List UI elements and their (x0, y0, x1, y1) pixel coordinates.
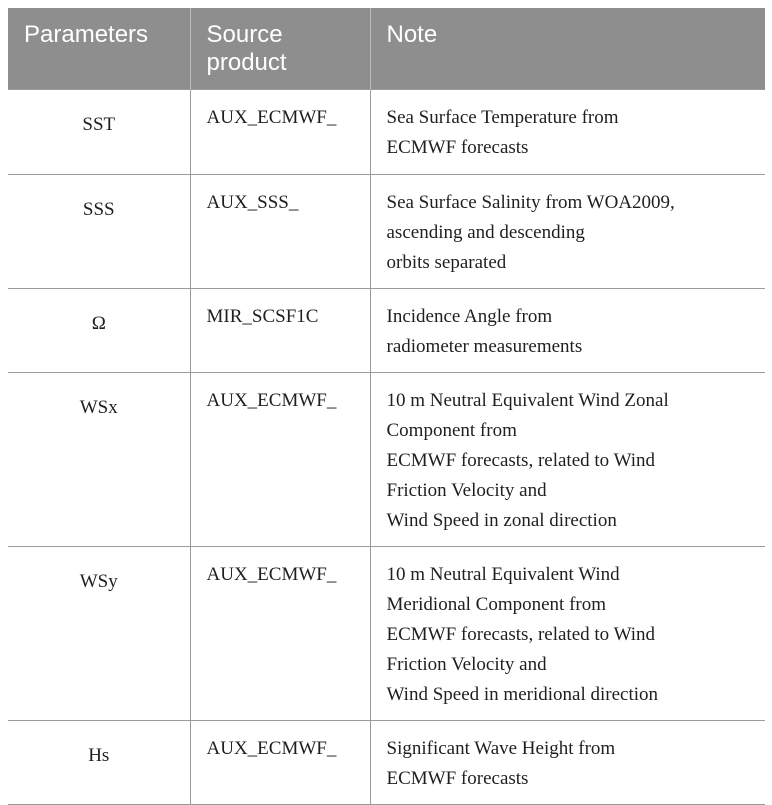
table-header-row (8, 8, 765, 90)
header-source-product (190, 8, 370, 90)
source-cell: MIR_SCSF1C (190, 289, 370, 373)
note-line: 10 m Neutral Equivalent Wind (386, 564, 620, 585)
table-row (8, 373, 765, 547)
note-cell (370, 289, 765, 373)
parameter-cell: WSx (8, 373, 190, 547)
parameter-cell: SSS (8, 175, 190, 289)
note-line: Significant Wave Height from (386, 738, 616, 759)
note-cell (370, 373, 765, 547)
note-line: Sea Surface Salinity from WOA2009, (386, 192, 675, 213)
note-line: Wind Speed in zonal direction (386, 510, 617, 531)
note-line: radiometer measurements (386, 336, 583, 357)
table-row (8, 547, 765, 721)
note-line: Sea Surface Temperature from (386, 107, 619, 128)
note-line: Component from (386, 420, 517, 441)
source-cell: AUX_ECMWF_ (190, 547, 370, 721)
note-line: Friction Velocity and (386, 480, 547, 501)
note-line: orbits separated (386, 252, 507, 273)
header-parameters (8, 8, 190, 90)
note-line: ECMWF forecasts, related to Wind (386, 450, 656, 471)
header-parameters-label: Parameters (24, 21, 149, 48)
source-cell: AUX_ECMWF_ (190, 721, 370, 805)
note-cell (370, 90, 765, 175)
parameter-cell: SST (8, 90, 190, 175)
parameter-cell: WSy (8, 547, 190, 721)
table-row (8, 289, 765, 373)
source-cell: AUX_SSS_ (190, 175, 370, 289)
table-row (8, 90, 765, 175)
note-line: ECMWF forecasts (386, 137, 529, 158)
note-cell (370, 547, 765, 721)
note-line: Wind Speed in meridional direction (386, 684, 659, 705)
note-cell (370, 175, 765, 289)
header-note-label: Note (386, 21, 438, 48)
note-line: Meridional Component from (386, 594, 607, 615)
note-line: Incidence Angle from (386, 306, 553, 327)
source-cell: AUX_ECMWF_ (190, 90, 370, 175)
table-row (8, 721, 765, 805)
note-line: Friction Velocity and (386, 654, 547, 675)
table-row (8, 175, 765, 289)
parameter-cell: Hs (8, 721, 190, 805)
parameters-table (8, 8, 765, 805)
note-line: ECMWF forecasts (386, 768, 529, 789)
note-line: 10 m Neutral Equivalent Wind Zonal (386, 390, 669, 411)
parameter-cell: Ω (8, 289, 190, 373)
note-cell (370, 721, 765, 805)
header-note (370, 8, 765, 90)
note-line: ECMWF forecasts, related to Wind (386, 624, 656, 645)
note-line: ascending and descending (386, 222, 585, 243)
header-source-line-2: product (206, 49, 287, 76)
source-cell: AUX_ECMWF_ (190, 373, 370, 547)
header-source-line-1: Source (206, 21, 283, 48)
